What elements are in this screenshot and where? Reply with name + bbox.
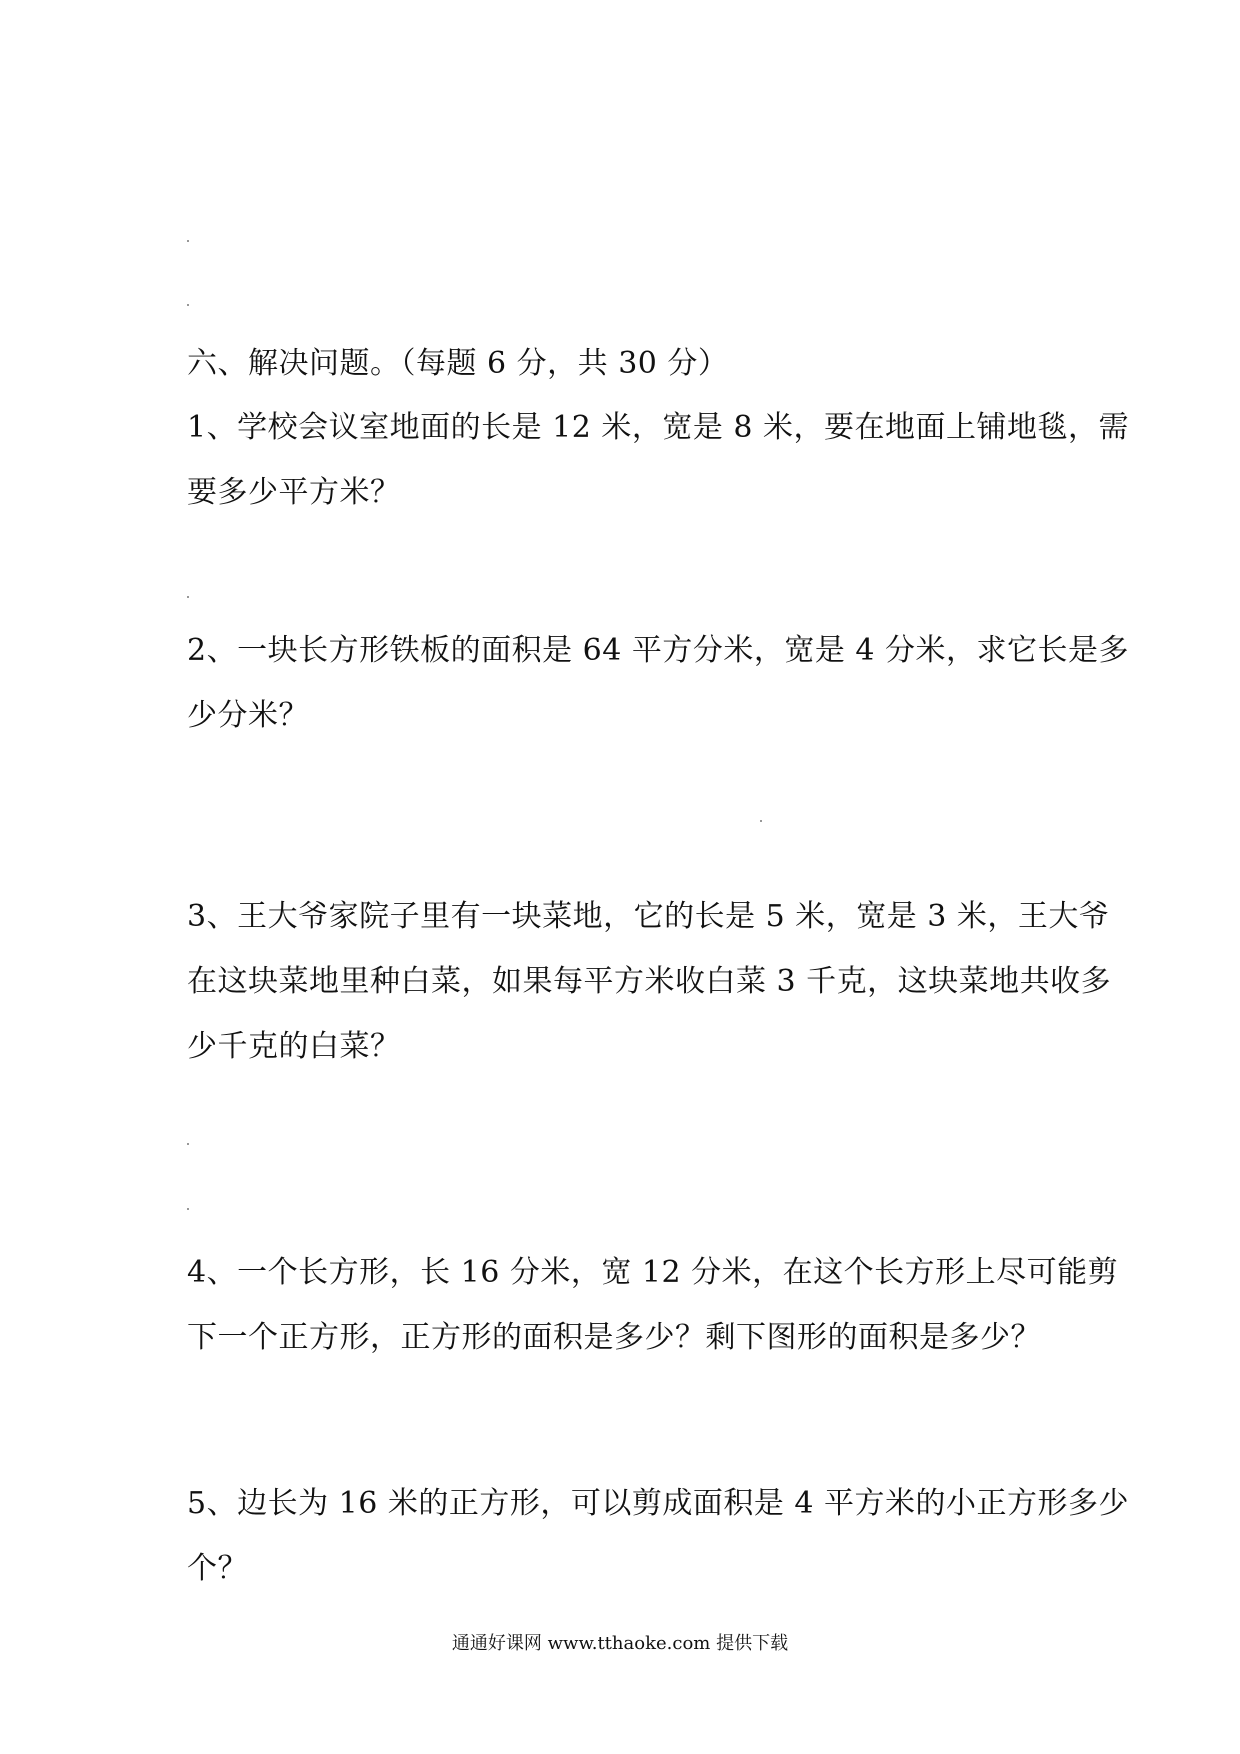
scan-speck [187, 240, 189, 242]
question-2-line-1: 2、一块长方形铁板的面积是 64 平方分米，宽是 4 分米，求它长是多 [187, 633, 1129, 668]
question-5-line-2: 个？ [187, 1551, 248, 1586]
scan-speck [760, 820, 762, 822]
scan-speck [187, 304, 189, 306]
question-5-line-1: 5、边长为 16 米的正方形，可以剪成面积是 4 平方米的小正方形多少 [187, 1486, 1129, 1521]
footer-source-note: 通通好课网 www.tthaoke.com 提供下载 [451, 1633, 789, 1654]
question-3-line-2: 在这块菜地里种白菜，如果每平方米收白菜 3 千克，这块菜地共收多 [187, 964, 1112, 999]
section-heading: 六、解决问题。（每题 6 分，共 30 分） [187, 346, 729, 381]
question-3-line-3: 少千克的白菜？ [187, 1029, 401, 1064]
question-4-line-2: 下一个正方形，正方形的面积是多少？剩下图形的面积是多少？ [187, 1320, 1041, 1355]
question-1-line-2: 要多少平方米？ [187, 475, 401, 510]
question-2-line-2: 少分米？ [187, 698, 309, 733]
question-1-line-1: 1、学校会议室地面的长是 12 米，宽是 8 米，要在地面上铺地毯，需 [187, 410, 1129, 445]
scan-speck [187, 1143, 189, 1145]
scan-speck [187, 1208, 189, 1210]
scan-speck [187, 596, 189, 598]
question-4-line-1: 4、一个长方形，长 16 分米，宽 12 分米，在这个长方形上尽可能剪 [187, 1255, 1119, 1290]
question-3-line-1: 3、王大爷家院子里有一块菜地，它的长是 5 米，宽是 3 米，王大爷 [187, 899, 1110, 934]
